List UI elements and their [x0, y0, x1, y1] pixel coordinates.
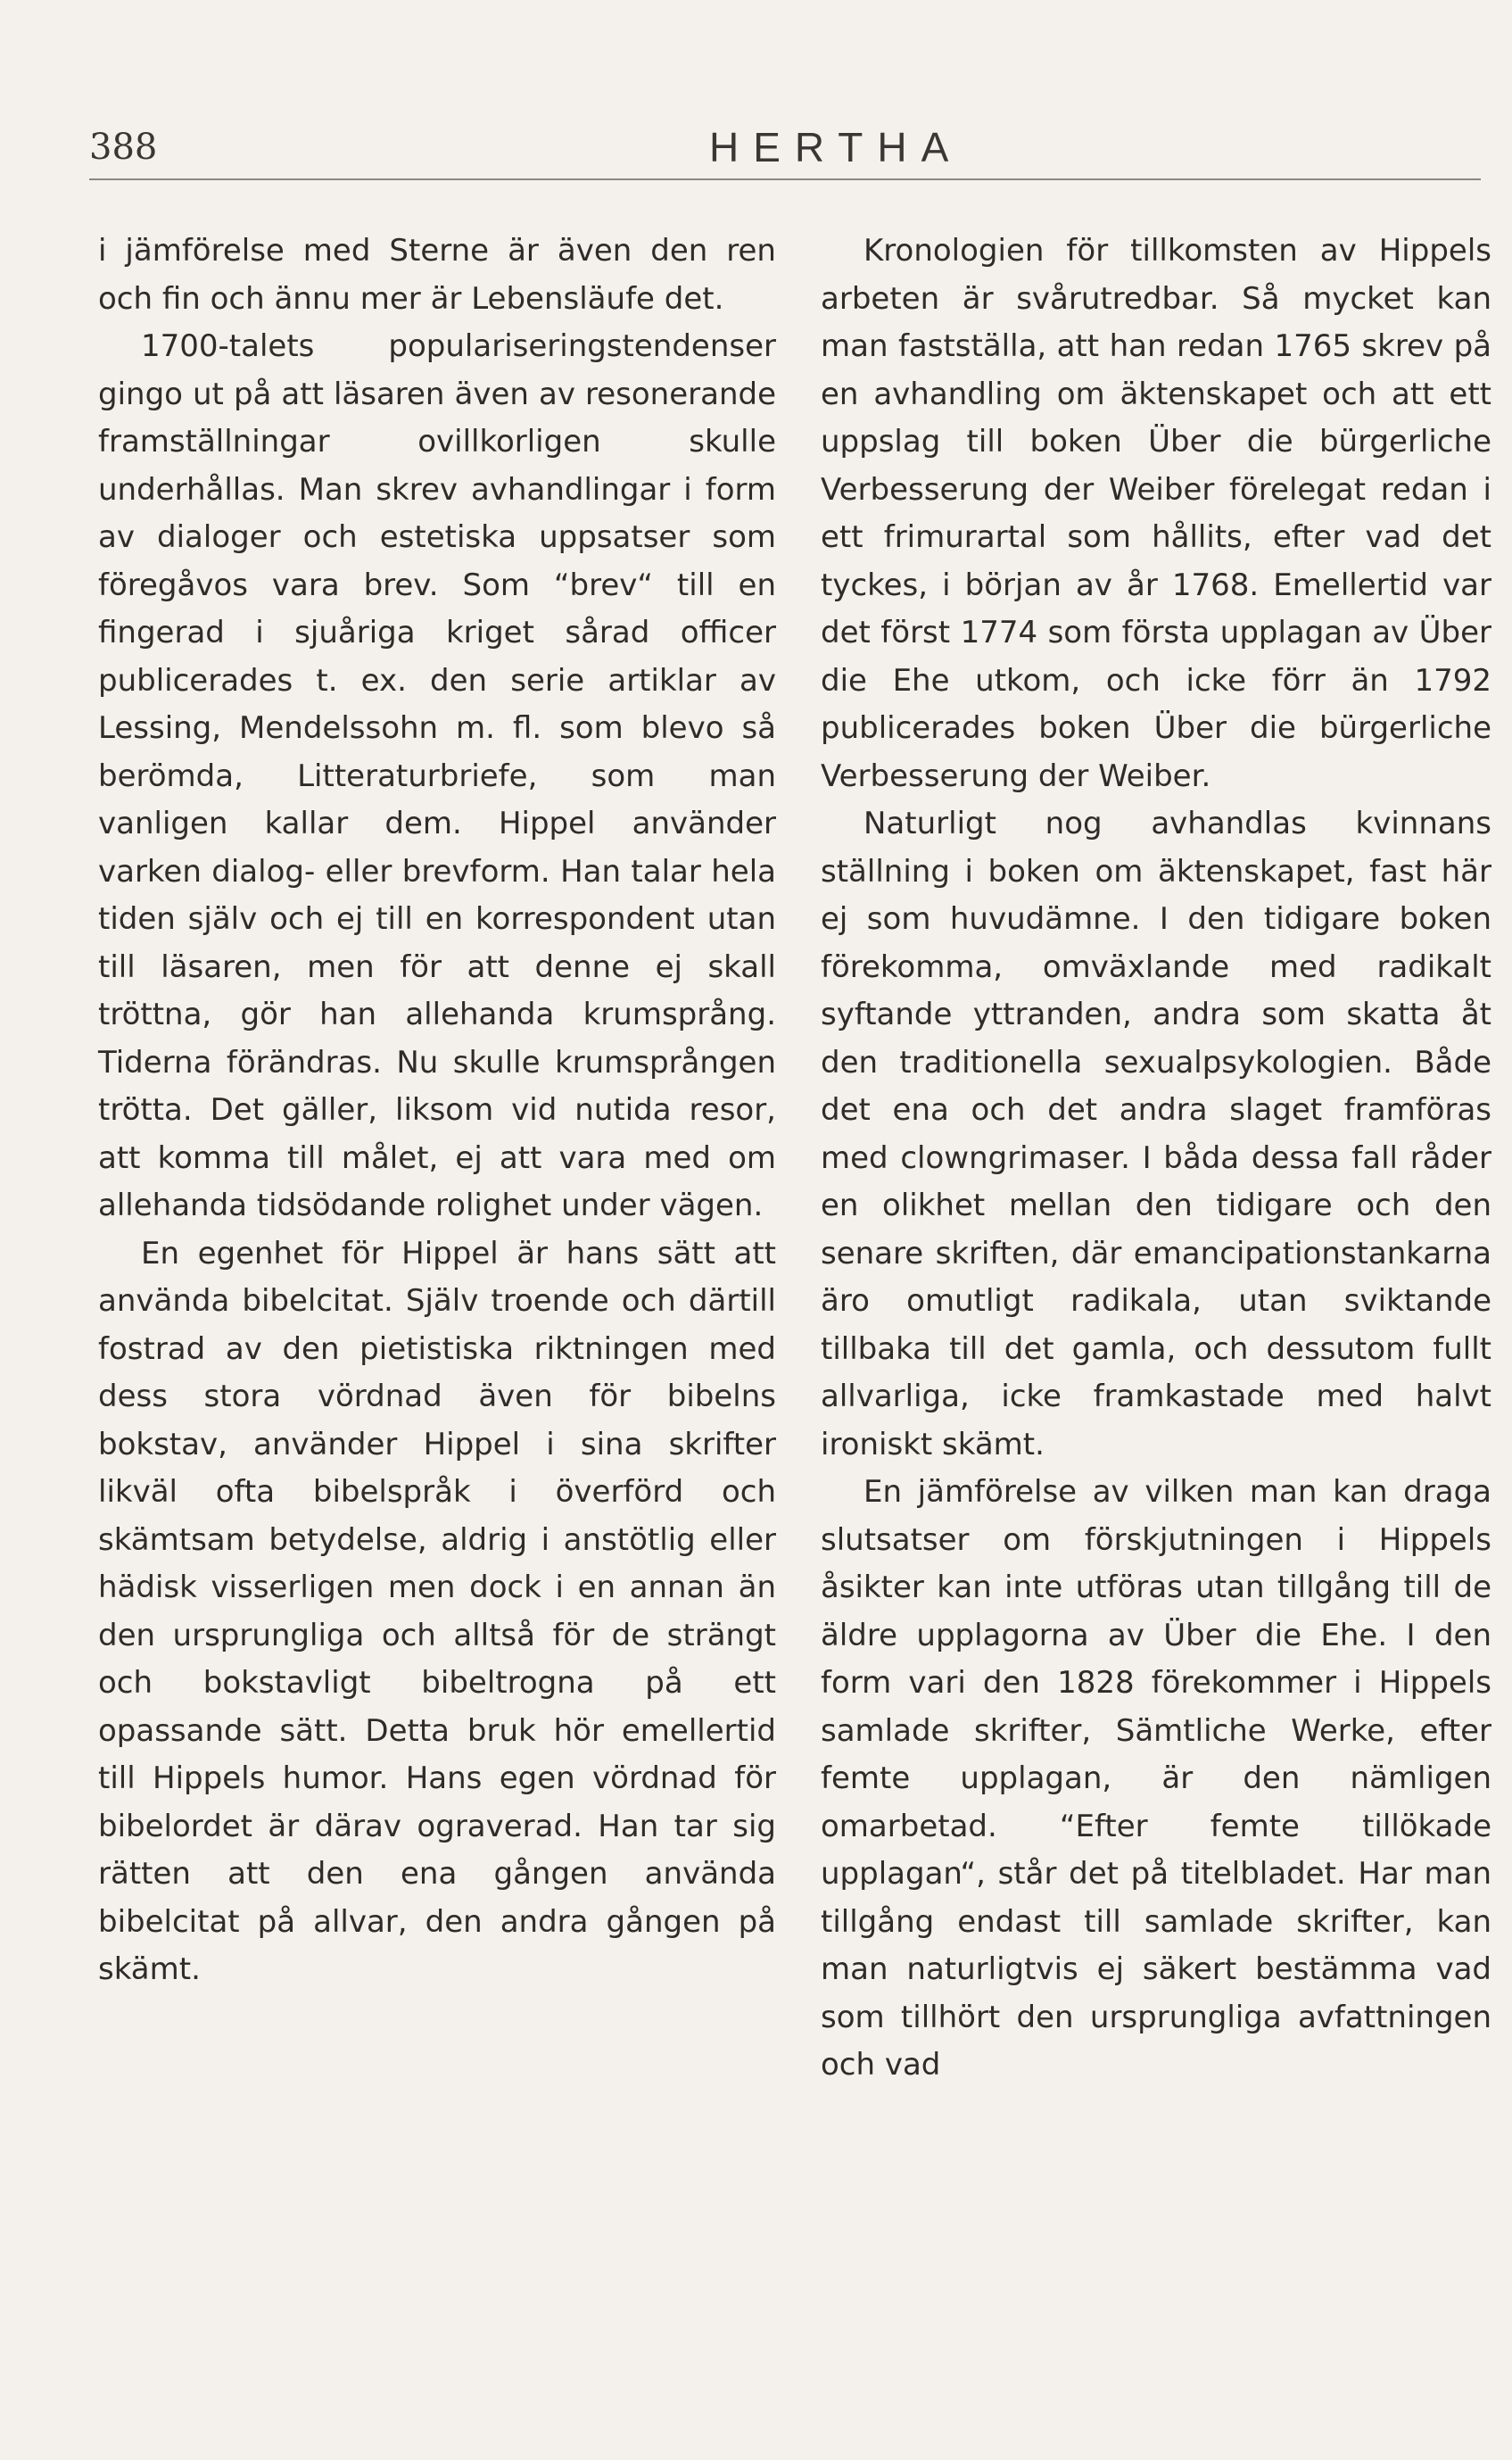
paragraph: Kronologien för tillkomsten av Hippels arbeten är svårutredbar. Så mycket kan man fastställa, att han redan 1765 skrev på en avhandling om äktenskapet och att ett uppslag till boken Über die bürgerliche Verbesserung der Weiber förelegat redan i ett frimurartal som hållits, efter vad det tyckes, i början av år 1768. Emellertid var det först 1774 som första upplagan av Über die Ehe utkom, och icke förr än 1792 publicerades boken Über die bürgerliche Verbesserung der Weiber. [821, 233, 1491, 794]
paragraph: En jämförelse av vilken man kan draga slutsatser om förskjutningen i Hippels åsikter kan inte utföras utan tillgång till de äldre upplagorna av Über die Ehe. I den form vari den 1828 förekommer i Hippels samlade skrifter, Sämtliche Werke, efter femte upplagan, är den nämligen omarbetad. “Efter femte tillökade upplagan“, står det på titelbladet. Har man tillgång endast till samlade skrifter, kan man naturligtvis ej säkert bestämma vad som tillhört den ursprungliga avfattningen och vad [821, 1474, 1491, 2083]
header-rule [89, 178, 1481, 180]
left-text-column [98, 228, 776, 1994]
right-text-column [821, 228, 1491, 2090]
paragraph: Naturligt nog avhandlas kvinnans ställning i boken om äktenskapet, fast här ej som huvudämne. I den tidigare boken förekomma, omväxlande med radikalt syftande yttranden, andra som skatta åt den traditionella sexualpsykologien. Både det ena och det andra slaget framföras med clowngrimaser. I båda dessa fall råder en olikhet mellan den tidigare och den senare skriften, där emancipationstankarna äro omutligt radikala, utan sviktande tillbaka till det gamla, och dessutom fullt allvarliga, icke framkastade med halvt ironiskt skämt. [821, 806, 1491, 1462]
page-number: 388 [89, 127, 158, 168]
journal-title: HERTHA [709, 124, 963, 170]
paragraph: i jämförelse med Sterne är även den ren och fin och ännu mer är Lebensläufe det. [98, 233, 776, 317]
paragraph: 1700-talets populariseringstendenser gingo ut på att läsaren även av resonerande framställningar ovillkorligen skulle underhållas. Man skrev avhandlingar i form av dialoger och estetiska uppsatser som föregåvos vara brev. Som “brev“ till en fingerad i sjuåriga kriget sårad officer publicerades t. ex. den serie artiklar av Lessing, Mendelssohn m. fl. som blevo så berömda, Litteraturbriefe, som man vanligen kallar dem. Hippel använder varken dialog- eller brevform. Han talar hela tiden själv och ej till en korrespondent utan till läsaren, men för att denne ej skall tröttna, gör han allehanda krumsprång. Tiderna förändras. Nu skulle krumsprången trötta. Det gäller, liksom vid nutida resor, att komma till målet, ej att vara med om allehanda tidsödande rolighet under vägen. [98, 328, 776, 1223]
running-head [89, 125, 1454, 178]
paragraph: En egenhet för Hippel är hans sätt att använda bibelcitat. Själv troende och därtill fostrad av den pietistiska riktningen med dess stora vördnad även för bibelns bokstav, använder Hippel i sina skrifter likväl ofta bibelspråk i överförd och skämtsam betydelse, aldrig i anstötlig eller hädisk visserligen men dock i en annan än den ursprungliga och alltså för de strängt och bokstavligt bibeltrogna på ett opassande sätt. Detta bruk hör emellertid till Hippels humor. Hans egen vördnad för bibelordet är därav ograverad. Han tar sig rätten att den ena gången använda bibelcitat på allvar, den andra gången på skämt. [98, 1235, 776, 1987]
